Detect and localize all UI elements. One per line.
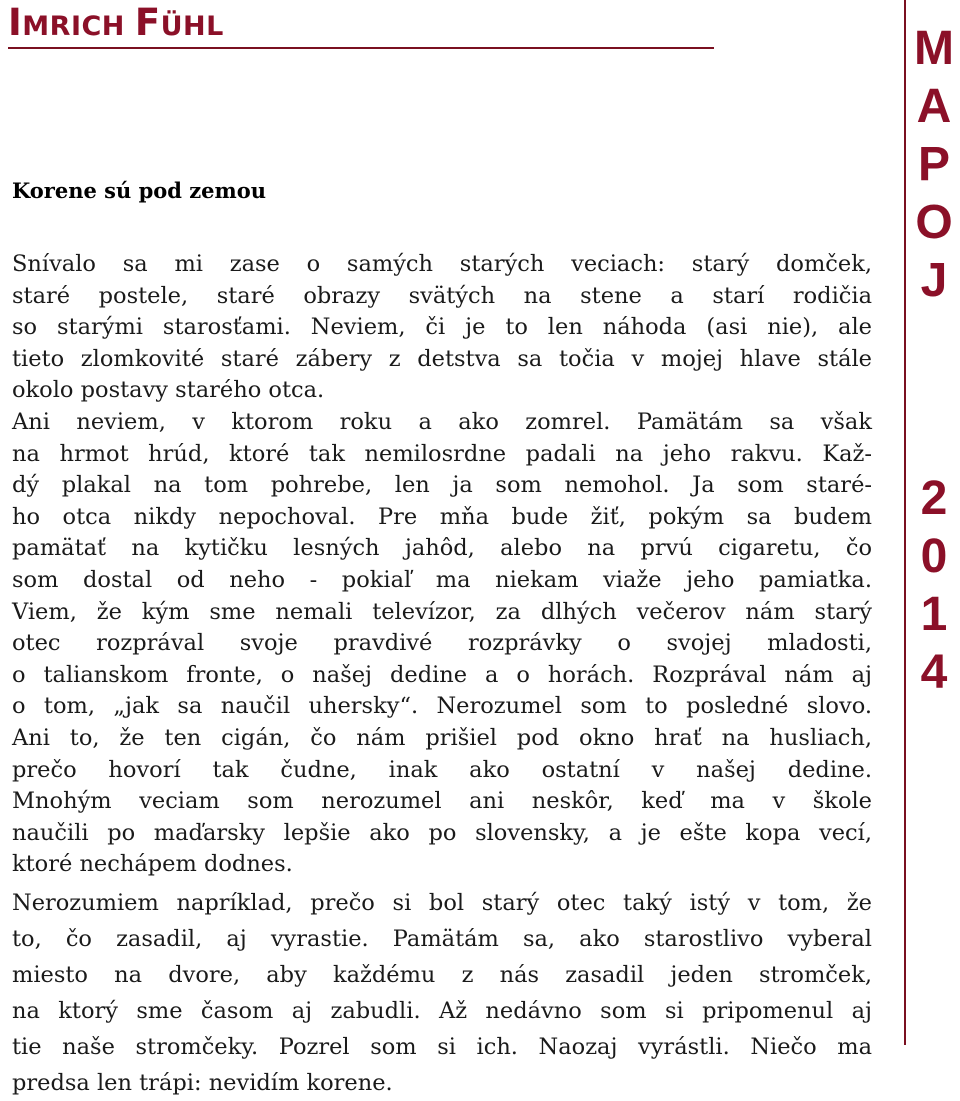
body-line: Ani neviem, v ktorom roku a ako zomrel. Pamätám sa však [12,408,872,435]
body-line: to, čo zasadil, aj vyrastie. Pamätám sa, ako starostlivo vyberal [12,925,872,952]
body-line: otec rozprával svoje pravdivé rozprávky o svojej mladosti, [12,630,872,657]
body-line: Mnohým veciam som nerozumel ani neskôr, keď ma v škole [12,788,872,815]
body-line: ho otca nikdy nepochoval. Pre mňa bude žiť, pokým sa budem [12,503,872,530]
sidebar-letter: P [917,138,950,191]
author-last-initial: F [134,1,161,44]
body-line: okolo postavy starého otca. [12,377,325,404]
body-line: na hrmot hrúd, ktoré tak nemilosrdne padali na jeho rakvu. Kaž- [12,440,872,467]
body-line: na ktorý sme časom aj zabudli. Až nedávno som si pripomenul aj [12,997,872,1024]
body-line: o tom, „jak sa naučil uhersky“. Nerozumel som to posledné slovo. [12,693,872,720]
body-line: dý plakal na tom pohrebe, len ja som nemohol. Ja som staré- [12,472,872,499]
body-line: Snívalo sa mi zase o samých starých veciach: starý domček, [12,251,872,277]
body-line: tie naše stromčeky. Pozrel som si ich. Naozaj vyrástli. Niečo ma [12,1033,872,1060]
sidebar-letter: O [915,196,953,249]
body-line: predsa len trápi: nevidím korene. [12,1069,393,1096]
sidebar-divider [904,0,906,1045]
body-line: staré postele, staré obrazy svätých na stene a starí rodičia [12,282,872,309]
body-line: Viem, že kým sme nemali televízor, za dlhých večerov nám starý [12,598,872,625]
sidebar-letter: M [914,22,954,75]
author-name [8,1,224,44]
body-line: miesto na dvore, aby každému z nás zasadil jeden stromček, [12,961,872,988]
author-first-rest: MRICH [22,11,125,42]
body-line: o talianskom fronte, o našej dedine a o horách. Rozprával nám aj [12,661,872,688]
body-line: prečo hovorí tak čudne, inak ako ostatní v našej dedine. [12,756,872,783]
author-last-rest: ÜHL [160,11,224,42]
author-header [8,2,714,49]
sidebar-year-digit: 2 [920,472,948,525]
article-title: Korene sú pod zemou [12,178,267,203]
author-first-initial: I [8,1,23,44]
sidebar-letter: A [916,80,952,133]
body-line: naučili po maďarsky lepšie ako po slovensky, a je ešte kopa vecí, [12,819,872,846]
sidebar-letter: J [920,254,948,307]
body-line: pamätať na kytičku lesných jahôd, alebo na prvú cigaretu, čo [12,535,872,562]
sidebar-vertical-title [908,20,960,702]
sidebar-year-digit: 0 [920,530,948,583]
body-line: som dostal od neho - pokiaľ ma niekam viaže jeho pamiatka. [12,566,872,593]
body-line: tieto zlomkovité staré zábery z detstva sa točia v mojej hlave stále [12,345,872,372]
body-line: Ani to, že ten cigán, čo nám prišiel pod okno hrať na husliach, [12,724,872,751]
sidebar-year-digit: 4 [920,646,948,699]
body-line: ktoré nechápem dodnes. [12,851,293,878]
sidebar-year-digit: 1 [920,588,948,641]
article-body [12,249,872,1101]
body-line: Nerozumiem napríklad, prečo si bol starý otec taký istý v tom, že [12,889,872,916]
body-line: so starými starosťami. Neviem, či je to len náhoda (asi nie), ale [12,314,872,341]
